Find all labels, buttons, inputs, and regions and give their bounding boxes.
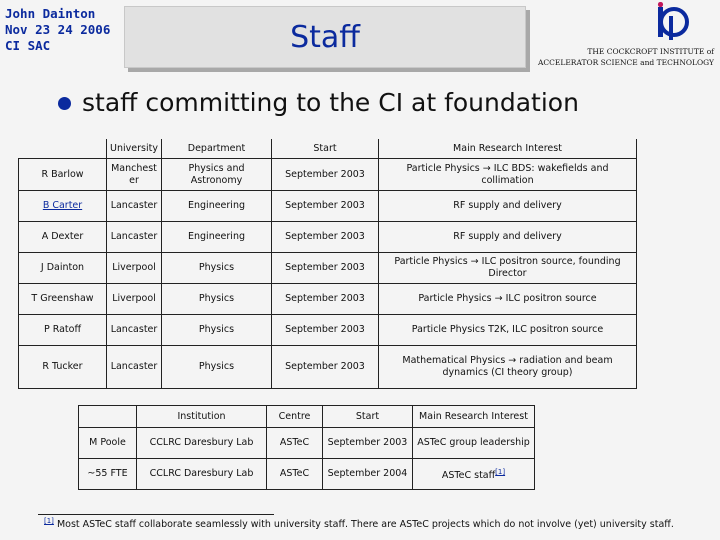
institute-name: THE COCKCROFT INSTITUTE of ACCELERATOR SCIENCE and TECHNOLOGY bbox=[537, 47, 714, 67]
author-date-block bbox=[5, 6, 125, 54]
table-header-row bbox=[19, 139, 637, 159]
author-name: John Dainton bbox=[5, 6, 96, 21]
meeting-date: Nov 23 24 2006 bbox=[5, 22, 111, 37]
table-row: R Tucker Lancaster Physics September 2003 Mathematical Physics → radiation and beam dynamics (CI theory group) bbox=[19, 346, 637, 389]
column-header: Start bbox=[272, 139, 379, 159]
column-header: Main Research Interest bbox=[379, 139, 637, 159]
university-staff-table bbox=[18, 139, 637, 389]
table-header-row bbox=[79, 406, 535, 428]
footnote-divider bbox=[38, 514, 274, 515]
footnote-anchor-link[interactable]: [1] bbox=[44, 517, 54, 525]
bullet-icon bbox=[58, 97, 71, 110]
meeting-name: CI SAC bbox=[5, 38, 51, 53]
column-header: Institution bbox=[137, 406, 267, 428]
column-header: Main Research Interest bbox=[413, 406, 535, 428]
table-row: A Dexter Lancaster Engineering September 2003 RF supply and delivery bbox=[19, 222, 637, 253]
table-row: R Barlow Manchest er Physics and Astronomy September 2003 Particle Physics → ILC BDS: wakefields and collimation bbox=[19, 159, 637, 191]
slide-heading: staff committing to the CI at foundation bbox=[82, 88, 579, 117]
table-row: ~55 FTE CCLRC Daresbury Lab ASTeC September 2004 ASTeC staff[1] bbox=[79, 459, 535, 490]
footnote-text: Most ASTeC staff collaborate seamlessly with university staff. There are ASTeC projects which do not involve (yet) university staff. bbox=[56, 519, 674, 531]
institution-staff-table bbox=[78, 405, 535, 490]
table-row: M Poole CCLRC Daresbury Lab ASTeC September 2003 ASTeC group leadership bbox=[79, 428, 535, 459]
column-header: Centre bbox=[267, 406, 323, 428]
footnote-ref-link[interactable]: [1] bbox=[495, 467, 506, 476]
column-header: Department bbox=[162, 139, 272, 159]
table-row: J Dainton Liverpool Physics September 2003 Particle Physics → ILC positron source, founding Director bbox=[19, 253, 637, 284]
column-header: University bbox=[107, 139, 162, 159]
slide-title: Staff bbox=[290, 19, 360, 55]
table-row: P Ratoff Lancaster Physics September 2003 Particle Physics T2K, ILC positron source bbox=[19, 315, 637, 346]
column-header: Start bbox=[323, 406, 413, 428]
table-row: B Carter Lancaster Engineering September 2003 RF supply and delivery bbox=[19, 191, 637, 222]
table-row: T Greenshaw Liverpool Physics September 2003 Particle Physics → ILC positron source bbox=[19, 284, 637, 315]
footnote bbox=[44, 517, 674, 530]
cockcroft-logo-icon bbox=[638, 2, 694, 48]
slide-title-box bbox=[124, 6, 526, 68]
